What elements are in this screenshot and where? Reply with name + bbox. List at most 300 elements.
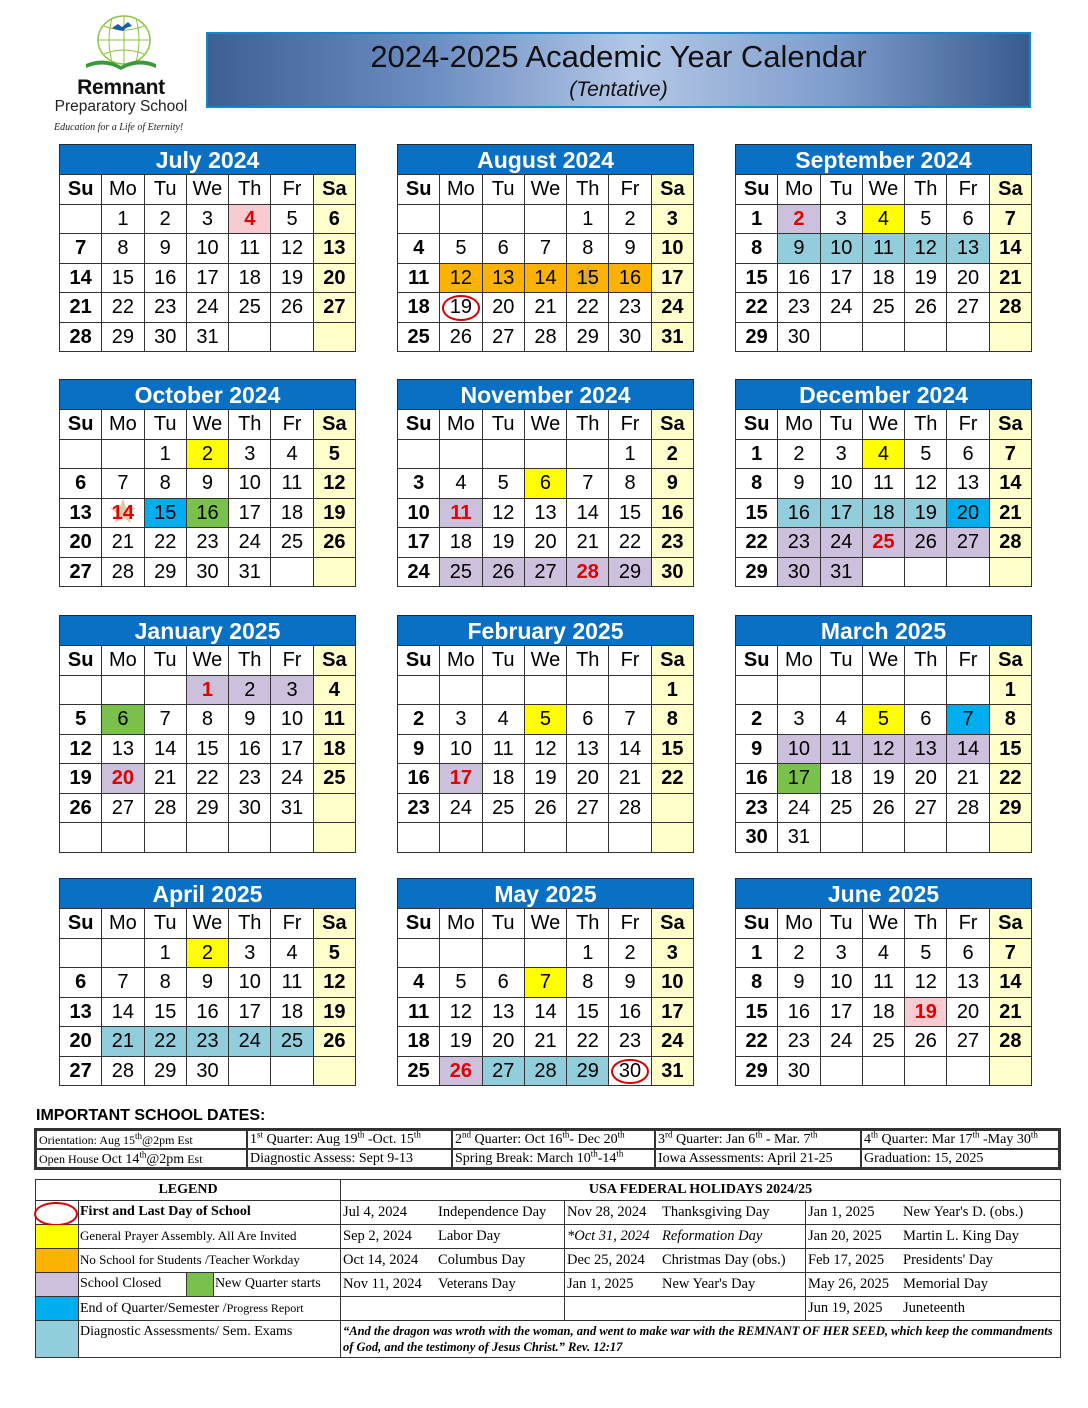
day-cell: 13 xyxy=(567,734,609,764)
day-cell: 31 xyxy=(651,322,693,352)
weekday-header: Tu xyxy=(820,646,862,676)
day-cell: 24 xyxy=(651,1027,693,1057)
day-cell: 23 xyxy=(609,293,651,323)
weekday-header: Fr xyxy=(609,646,651,676)
day-cell: 29 xyxy=(144,1056,186,1086)
fourth-quarter-cell: 4th Quarter: Mar 17th -May 30th xyxy=(861,1130,1059,1149)
day-cell: 13 xyxy=(947,469,989,499)
day-cell: 25 xyxy=(440,557,482,587)
month-calendar xyxy=(735,379,1032,587)
day-cell: 10 xyxy=(651,968,693,998)
weekday-header: Tu xyxy=(482,410,524,440)
weekday-header: We xyxy=(862,175,904,205)
weekday-header: Sa xyxy=(313,646,355,676)
day-cell: 28 xyxy=(989,293,1031,323)
month-title: September 2024 xyxy=(735,144,1032,174)
closed-swatch xyxy=(36,1273,79,1296)
day-cell: 8 xyxy=(102,234,144,264)
weekday-header: Su xyxy=(736,410,778,440)
day-cell: 1 xyxy=(144,938,186,968)
day-cell: 6 xyxy=(905,705,947,735)
day-cell: 18 xyxy=(862,997,904,1027)
month-table xyxy=(59,174,356,352)
weekday-header: Sa xyxy=(313,410,355,440)
day-cell xyxy=(524,823,566,853)
day-cell: 17 xyxy=(651,997,693,1027)
day-cell: 20 xyxy=(313,263,355,293)
day-cell: 27 xyxy=(482,1056,524,1086)
day-cell: 9 xyxy=(229,705,271,735)
weekday-header: Tu xyxy=(144,175,186,205)
day-cell: 22 xyxy=(567,1027,609,1057)
day-cell: 11 xyxy=(862,234,904,264)
day-cell: 25 xyxy=(229,293,271,323)
day-cell: 8 xyxy=(144,968,186,998)
holiday-name: Presidents' Day xyxy=(903,1252,994,1268)
day-cell: 27 xyxy=(60,1056,102,1086)
month-calendar xyxy=(59,878,356,1086)
day-cell: 7 xyxy=(60,234,102,264)
day-cell: 19 xyxy=(60,764,102,794)
day-cell: 7 xyxy=(524,968,566,998)
day-cell: 22 xyxy=(609,528,651,558)
weekday-header: Sa xyxy=(989,175,1031,205)
legend xyxy=(35,1179,341,1358)
day-cell: 10 xyxy=(820,469,862,499)
weekday-header: Fr xyxy=(271,909,313,939)
day-cell: 25 xyxy=(862,293,904,323)
day-cell: 6 xyxy=(482,968,524,998)
holiday-name xyxy=(662,1297,805,1320)
day-cell: 24 xyxy=(271,764,313,794)
month-calendar xyxy=(397,878,694,1086)
weekday-header: Th xyxy=(229,646,271,676)
day-cell xyxy=(820,322,862,352)
weekday-header: Su xyxy=(398,175,440,205)
month-table xyxy=(397,645,694,853)
day-cell: 5 xyxy=(440,968,482,998)
weekday-header: Th xyxy=(905,646,947,676)
day-cell xyxy=(60,439,102,469)
day-cell: 3 xyxy=(440,705,482,735)
open-house-cell: Open House Oct 14th@2pm Est xyxy=(36,1149,247,1168)
legend-row xyxy=(36,1225,340,1249)
day-cell: 1 xyxy=(609,439,651,469)
day-cell: 20 xyxy=(947,498,989,528)
day-cell: 15 xyxy=(736,263,778,293)
day-cell xyxy=(820,823,862,853)
day-cell xyxy=(989,557,1031,587)
day-cell: 15 xyxy=(736,997,778,1027)
day-cell: 30 xyxy=(651,557,693,587)
day-cell: 26 xyxy=(313,1027,355,1057)
day-cell: 16 xyxy=(398,764,440,794)
day-cell: 16 xyxy=(229,734,271,764)
day-cell: 8 xyxy=(567,968,609,998)
holiday-cell xyxy=(565,1225,806,1248)
day-cell xyxy=(736,675,778,705)
day-cell xyxy=(651,793,693,823)
month-calendar xyxy=(59,379,356,587)
weekday-header: Th xyxy=(905,909,947,939)
day-cell xyxy=(905,557,947,587)
holiday-date: *Oct 31, 2024 xyxy=(567,1228,650,1244)
weekday-header: Mo xyxy=(440,410,482,440)
month-title: July 2024 xyxy=(59,144,356,174)
legend-label: School Closed xyxy=(80,1276,162,1291)
holiday-name: Martin L. King Day xyxy=(903,1228,1019,1244)
day-cell: 23 xyxy=(398,793,440,823)
day-cell: 22 xyxy=(144,1027,186,1057)
holiday-name: Christmas Day (obs.) xyxy=(662,1252,786,1268)
day-cell: 29 xyxy=(736,557,778,587)
day-cell xyxy=(482,204,524,234)
day-cell: 14 xyxy=(567,498,609,528)
day-cell: 1 xyxy=(736,938,778,968)
day-cell: 13 xyxy=(524,498,566,528)
weekday-header: We xyxy=(186,175,228,205)
holiday-cell xyxy=(341,1297,565,1320)
day-cell: 23 xyxy=(186,528,228,558)
day-cell: 2 xyxy=(186,938,228,968)
day-cell xyxy=(778,675,820,705)
day-cell: 18 xyxy=(313,734,355,764)
day-cell xyxy=(60,204,102,234)
day-cell: 19 xyxy=(313,997,355,1027)
day-cell: 13 xyxy=(905,734,947,764)
globe-book-icon xyxy=(82,14,160,72)
weekday-header: Fr xyxy=(271,410,313,440)
day-cell: 31 xyxy=(778,823,820,853)
day-cell: 24 xyxy=(820,1027,862,1057)
day-cell: 2 xyxy=(778,204,820,234)
day-cell: 21 xyxy=(102,1027,144,1057)
holiday-row xyxy=(341,1273,1060,1297)
holiday-date xyxy=(343,1297,438,1320)
weekday-header: Mo xyxy=(440,646,482,676)
day-cell: 18 xyxy=(820,764,862,794)
day-cell xyxy=(60,675,102,705)
holiday-cell xyxy=(341,1273,565,1296)
day-cell: 3 xyxy=(271,675,313,705)
day-cell: 18 xyxy=(482,764,524,794)
month-calendar xyxy=(397,144,694,352)
day-cell xyxy=(905,823,947,853)
weekday-header: Tu xyxy=(482,909,524,939)
day-cell: 18 xyxy=(862,263,904,293)
holiday-cell xyxy=(565,1273,806,1296)
day-cell: 14 xyxy=(524,263,566,293)
weekday-header: Th xyxy=(567,175,609,205)
month-table xyxy=(59,908,356,1086)
day-cell: 19 xyxy=(440,293,482,323)
day-cell: 4 xyxy=(862,938,904,968)
weekday-header: Tu xyxy=(820,909,862,939)
day-cell: 26 xyxy=(905,1027,947,1057)
day-cell: 11 xyxy=(482,734,524,764)
day-cell: 4 xyxy=(862,204,904,234)
day-cell: 5 xyxy=(862,705,904,735)
day-cell: 10 xyxy=(440,734,482,764)
day-cell: 1 xyxy=(567,938,609,968)
legend-row xyxy=(36,1249,340,1273)
day-cell: 20 xyxy=(524,528,566,558)
holiday-cell xyxy=(806,1201,1060,1224)
day-cell: 4 xyxy=(229,204,271,234)
holiday-date: Nov 11, 2024 xyxy=(343,1276,422,1292)
day-cell: 26 xyxy=(905,528,947,558)
day-cell: 20 xyxy=(947,263,989,293)
day-cell: 3 xyxy=(229,439,271,469)
month-table xyxy=(397,409,694,587)
red-circle-icon xyxy=(34,1202,78,1226)
day-cell: 25 xyxy=(862,528,904,558)
day-cell xyxy=(440,675,482,705)
day-cell: 25 xyxy=(398,322,440,352)
day-cell: 29 xyxy=(144,557,186,587)
important-dates-row xyxy=(36,1149,1059,1168)
day-cell xyxy=(482,823,524,853)
day-cell: 15 xyxy=(567,997,609,1027)
day-cell: 4 xyxy=(398,234,440,264)
first-last-day-swatch xyxy=(36,1201,79,1224)
weekday-header: We xyxy=(186,410,228,440)
weekday-header: Tu xyxy=(482,646,524,676)
day-cell: 13 xyxy=(60,498,102,528)
day-cell: 30 xyxy=(736,823,778,853)
day-cell xyxy=(905,322,947,352)
day-cell: 19 xyxy=(524,764,566,794)
day-cell: 11 xyxy=(398,263,440,293)
holiday-name: Labor Day xyxy=(438,1228,501,1244)
end-quarter-swatch xyxy=(36,1297,79,1320)
day-cell: 29 xyxy=(609,557,651,587)
day-cell xyxy=(398,675,440,705)
day-cell xyxy=(567,439,609,469)
day-cell: 29 xyxy=(567,1056,609,1086)
day-cell xyxy=(651,823,693,853)
weekday-header: Su xyxy=(736,175,778,205)
day-cell: 10 xyxy=(820,234,862,264)
day-cell: 20 xyxy=(102,764,144,794)
day-cell: 23 xyxy=(186,1027,228,1057)
day-number: 15 xyxy=(576,266,599,289)
day-cell: 16 xyxy=(736,764,778,794)
day-cell: 26 xyxy=(440,1056,482,1086)
day-cell xyxy=(820,1056,862,1086)
day-cell: 7 xyxy=(989,204,1031,234)
day-cell xyxy=(862,557,904,587)
day-cell: 13 xyxy=(102,734,144,764)
weekday-header: We xyxy=(524,410,566,440)
holiday-row xyxy=(341,1249,1060,1273)
day-cell: 3 xyxy=(651,204,693,234)
legend-label: No School for Students /Teacher Workday xyxy=(80,1252,300,1267)
holiday-name: Reformation Day xyxy=(662,1228,763,1244)
day-cell: 28 xyxy=(989,528,1031,558)
weekday-header: Sa xyxy=(651,410,693,440)
day-cell: 30 xyxy=(609,322,651,352)
day-cell: 8 xyxy=(609,469,651,499)
day-cell: 16 xyxy=(778,263,820,293)
weekday-header: Sa xyxy=(989,646,1031,676)
day-cell: 18 xyxy=(229,263,271,293)
day-cell: 8 xyxy=(989,705,1031,735)
legend-row xyxy=(36,1297,340,1321)
weekday-header: Fr xyxy=(947,175,989,205)
weekday-header: Su xyxy=(60,909,102,939)
day-cell: 13 xyxy=(482,997,524,1027)
month-title: August 2024 xyxy=(397,144,694,174)
month-calendar xyxy=(397,379,694,587)
day-cell: 5 xyxy=(440,234,482,264)
day-cell: 22 xyxy=(651,764,693,794)
day-cell: 27 xyxy=(60,557,102,587)
day-cell: 12 xyxy=(60,734,102,764)
day-cell xyxy=(524,439,566,469)
weekday-header: Sa xyxy=(651,909,693,939)
day-cell: 12 xyxy=(482,498,524,528)
legend-label: New Quarter starts xyxy=(215,1276,321,1291)
day-cell: 3 xyxy=(778,705,820,735)
second-quarter-cell: 2nd Quarter: Oct 16th- Dec 20th xyxy=(452,1130,655,1149)
day-cell: 19 xyxy=(271,263,313,293)
holiday-date: Jun 19, 2025 xyxy=(808,1300,883,1316)
day-cell: 8 xyxy=(736,469,778,499)
iowa-cell: Iowa Assessments: April 21-25 xyxy=(655,1149,861,1168)
day-cell xyxy=(144,675,186,705)
day-cell: 19 xyxy=(905,997,947,1027)
day-cell xyxy=(609,675,651,705)
graduation-cell: Graduation: 15, 2025 xyxy=(861,1149,1059,1168)
day-cell: 22 xyxy=(736,1027,778,1057)
day-cell: 29 xyxy=(102,322,144,352)
logo-tagline: Education for a Life of Eternity! xyxy=(54,122,184,133)
holiday-name: New Year's Day xyxy=(662,1276,756,1292)
day-cell xyxy=(947,1056,989,1086)
day-cell xyxy=(60,938,102,968)
day-cell: 31 xyxy=(651,1056,693,1086)
day-cell: 22 xyxy=(736,293,778,323)
day-cell xyxy=(398,204,440,234)
weekday-header: Th xyxy=(905,175,947,205)
day-cell xyxy=(482,675,524,705)
day-cell: 12 xyxy=(313,469,355,499)
day-cell: 7 xyxy=(102,968,144,998)
day-cell: 20 xyxy=(947,997,989,1027)
day-cell: 2 xyxy=(398,705,440,735)
day-cell: 29 xyxy=(736,322,778,352)
holiday-cell xyxy=(806,1297,1060,1320)
day-cell: 12 xyxy=(440,997,482,1027)
day-cell: 2 xyxy=(186,439,228,469)
month-title: June 2025 xyxy=(735,878,1032,908)
day-cell: 28 xyxy=(989,1027,1031,1057)
day-cell: 10 xyxy=(398,498,440,528)
legend-label: General Prayer Assembly. All Are Invited xyxy=(80,1228,297,1243)
weekday-header: Mo xyxy=(102,646,144,676)
day-cell: 18 xyxy=(398,1027,440,1057)
month-table xyxy=(59,409,356,587)
holiday-name: Memorial Day xyxy=(903,1276,988,1292)
day-cell: 18 xyxy=(271,498,313,528)
day-cell: 14 xyxy=(609,734,651,764)
day-cell: 29 xyxy=(567,322,609,352)
day-cell: 22 xyxy=(567,293,609,323)
day-cell: 28 xyxy=(144,793,186,823)
weekday-header: Fr xyxy=(609,175,651,205)
day-cell: 27 xyxy=(102,793,144,823)
day-cell: 5 xyxy=(313,439,355,469)
day-cell: 4 xyxy=(862,439,904,469)
day-cell: 27 xyxy=(905,793,947,823)
day-cell: 12 xyxy=(271,234,313,264)
day-cell: 27 xyxy=(947,293,989,323)
day-cell: 8 xyxy=(186,705,228,735)
weekday-header: We xyxy=(524,909,566,939)
day-cell: 30 xyxy=(186,1056,228,1086)
day-cell: 1 xyxy=(989,675,1031,705)
day-cell: 17 xyxy=(186,263,228,293)
day-cell: 16 xyxy=(609,263,651,293)
holiday-date: Jan 1, 2025 xyxy=(567,1276,634,1292)
day-cell: 25 xyxy=(398,1056,440,1086)
day-cell: 9 xyxy=(609,234,651,264)
month-calendar xyxy=(59,144,356,352)
day-cell: 4 xyxy=(313,675,355,705)
day-cell: 11 xyxy=(398,997,440,1027)
weekday-header: Fr xyxy=(947,646,989,676)
day-cell: 8 xyxy=(736,968,778,998)
weekday-header: Su xyxy=(398,909,440,939)
holiday-row xyxy=(341,1297,1060,1321)
legend-row xyxy=(36,1201,340,1225)
day-cell: 13 xyxy=(60,997,102,1027)
weekday-header: Fr xyxy=(609,410,651,440)
day-cell: 5 xyxy=(271,204,313,234)
holiday-cell xyxy=(565,1201,806,1224)
day-cell: 29 xyxy=(186,793,228,823)
day-cell xyxy=(567,823,609,853)
weekday-header: Su xyxy=(60,410,102,440)
day-cell xyxy=(905,675,947,705)
day-cell: 16 xyxy=(144,263,186,293)
day-cell xyxy=(440,204,482,234)
weekday-header: Mo xyxy=(102,410,144,440)
day-cell: 22 xyxy=(736,528,778,558)
day-cell xyxy=(144,823,186,853)
holiday-cell xyxy=(806,1249,1060,1272)
day-cell: 17 xyxy=(778,764,820,794)
day-cell: 5 xyxy=(905,439,947,469)
holiday-date: Dec 25, 2024 xyxy=(567,1252,645,1268)
day-cell: 7 xyxy=(609,705,651,735)
day-cell: 14 xyxy=(947,734,989,764)
day-cell: 25 xyxy=(271,1027,313,1057)
day-cell: 26 xyxy=(482,557,524,587)
day-cell: 8 xyxy=(567,234,609,264)
day-cell: 16 xyxy=(778,498,820,528)
month-calendar xyxy=(735,615,1032,853)
day-cell: 23 xyxy=(778,293,820,323)
day-cell: 7 xyxy=(989,938,1031,968)
day-cell: 31 xyxy=(271,793,313,823)
day-cell: 8 xyxy=(651,705,693,735)
day-cell xyxy=(102,938,144,968)
day-cell xyxy=(229,1056,271,1086)
month-table xyxy=(397,174,694,352)
day-cell: 10 xyxy=(271,705,313,735)
